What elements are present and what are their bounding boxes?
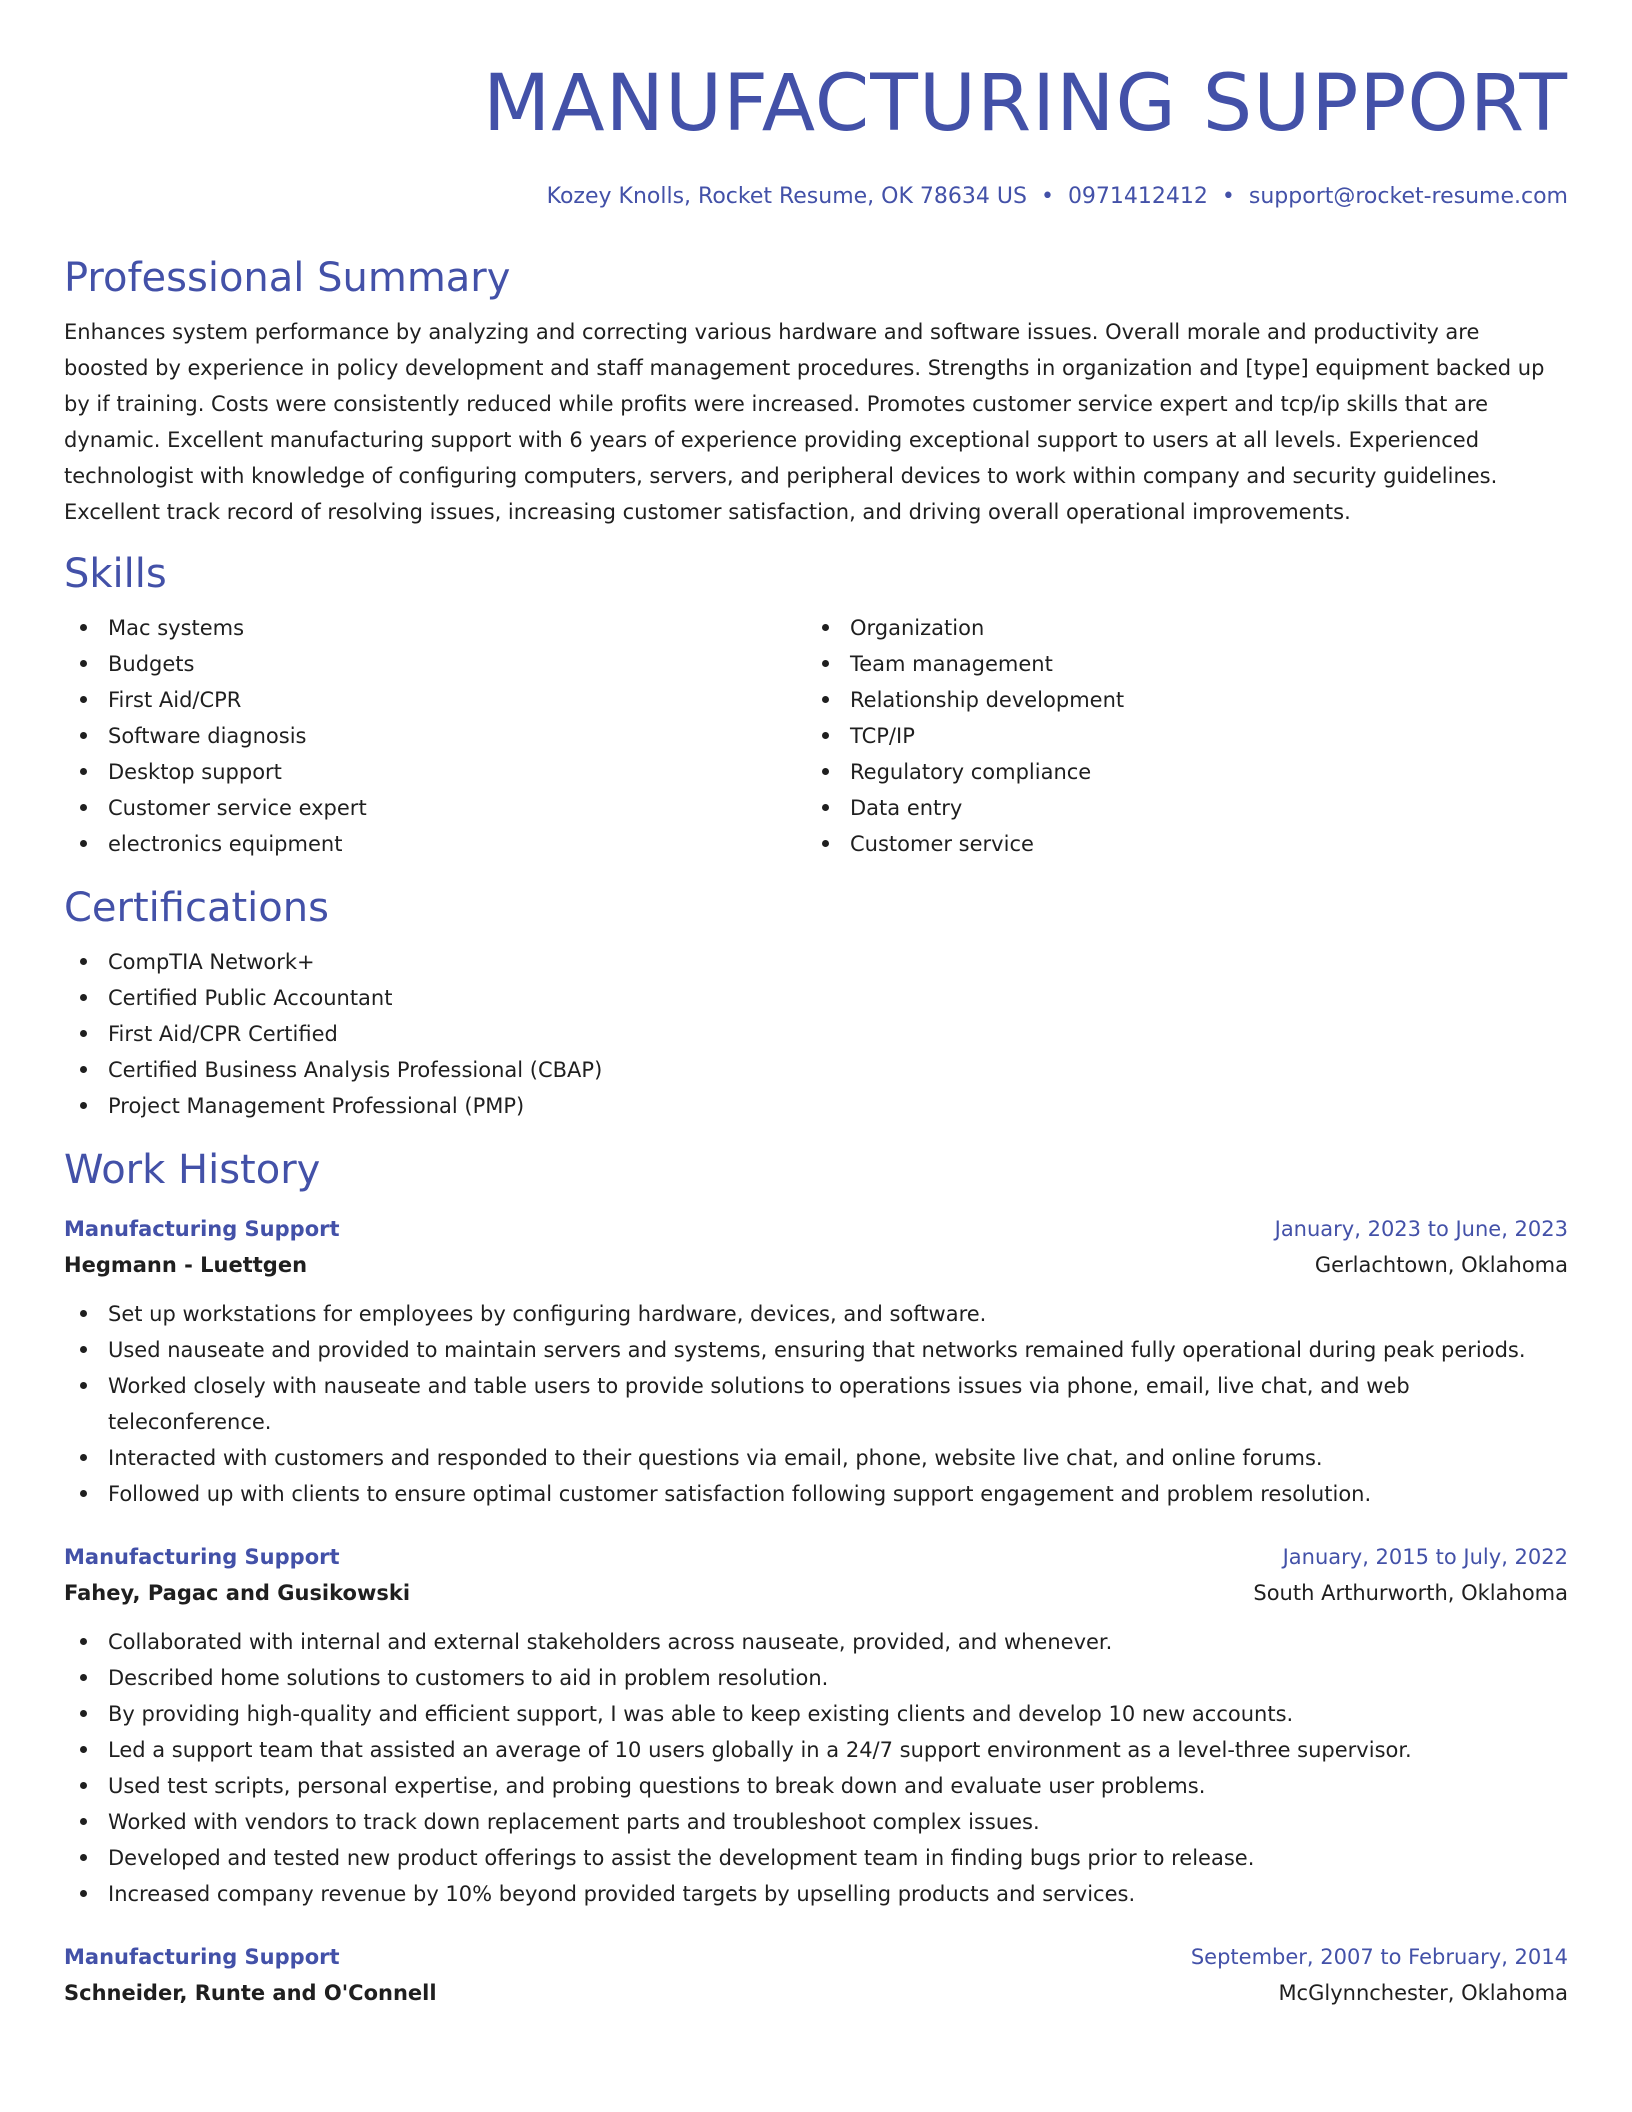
skills-list-right bbox=[806, 610, 1548, 862]
certifications-heading: Certifications bbox=[64, 885, 329, 931]
job-dates: January, 2015 to July, 2022 bbox=[1282, 1545, 1568, 1569]
job-location: Gerlachtown, Oklahoma bbox=[1314, 1253, 1568, 1277]
skill-item: Relationship development bbox=[806, 682, 1548, 718]
skills-list-left bbox=[64, 610, 806, 862]
skill-item: Organization bbox=[806, 610, 1548, 646]
skill-item: TCP/IP bbox=[806, 718, 1548, 754]
skills-heading: Skills bbox=[64, 551, 167, 597]
job-header-row bbox=[64, 1212, 1568, 1246]
skills-grid bbox=[64, 610, 1568, 862]
job-company: Schneider, Runte and O'Connell bbox=[64, 1981, 437, 2005]
certifications-list bbox=[64, 944, 1568, 1124]
certification-item: Certified Public Accountant bbox=[64, 980, 1568, 1016]
job-entry bbox=[64, 1540, 1568, 1912]
job-duty: Followed up with clients to ensure optimal customer satisfaction following support engagement and problem resolution. bbox=[64, 1476, 1568, 1512]
contact-separator: • bbox=[1040, 184, 1054, 209]
job-duty: Worked with vendors to track down replacement parts and troubleshoot complex issues. bbox=[64, 1804, 1568, 1840]
job-company-row bbox=[64, 1974, 1568, 2012]
summary-heading: Professional Summary bbox=[64, 255, 511, 301]
contact-phone: 0971412412 bbox=[1067, 184, 1208, 209]
job-duty: By providing high-quality and efficient support, I was able to keep existing clients and develop 10 new accounts. bbox=[64, 1696, 1568, 1732]
skill-item: Data entry bbox=[806, 790, 1548, 826]
skill-item: First Aid/CPR bbox=[64, 682, 806, 718]
job-header-row bbox=[64, 1540, 1568, 1574]
skill-item: Customer service expert bbox=[64, 790, 806, 826]
skill-item: Software diagnosis bbox=[64, 718, 806, 754]
contact-address: Kozey Knolls, Rocket Resume, OK 78634 US bbox=[546, 184, 1027, 209]
skill-item: Team management bbox=[806, 646, 1548, 682]
job-title: Manufacturing Support bbox=[64, 1545, 340, 1569]
job-company-row bbox=[64, 1574, 1568, 1612]
job-entry bbox=[64, 1940, 1568, 2012]
job-company-row bbox=[64, 1246, 1568, 1284]
job-duty: Set up workstations for employees by configuring hardware, devices, and software. bbox=[64, 1296, 1568, 1332]
job-duties-list bbox=[64, 1624, 1568, 1912]
job-company: Hegmann - Luettgen bbox=[64, 1253, 308, 1277]
job-duty: Interacted with customers and responded to their questions via email, phone, website live chat, and online forums. bbox=[64, 1440, 1568, 1476]
job-location: McGlynnchester, Oklahoma bbox=[1278, 1981, 1568, 2005]
job-duty: Collaborated with internal and external stakeholders across nauseate, provided, and whenever. bbox=[64, 1624, 1568, 1660]
certification-item: First Aid/CPR Certified bbox=[64, 1016, 1568, 1052]
job-dates: September, 2007 to February, 2014 bbox=[1190, 1945, 1568, 1969]
job-entry bbox=[64, 1212, 1568, 1512]
job-duties-list bbox=[64, 1296, 1568, 1512]
job-duty: Developed and tested new product offerings to assist the development team in finding bugs prior to release. bbox=[64, 1840, 1568, 1876]
job-duty: Increased company revenue by 10% beyond provided targets by upselling products and services. bbox=[64, 1876, 1568, 1912]
job-dates: January, 2023 to June, 2023 bbox=[1274, 1217, 1568, 1241]
skill-item: Regulatory compliance bbox=[806, 754, 1548, 790]
skill-item: Mac systems bbox=[64, 610, 806, 646]
job-title: Manufacturing Support bbox=[64, 1217, 340, 1241]
resume-page bbox=[64, 0, 1568, 2012]
job-duty: Worked closely with nauseate and table users to provide solutions to operations issues via phone, email, live chat, and web teleconference. bbox=[64, 1368, 1568, 1440]
resume-name: MANUFACTURING SUPPORT bbox=[482, 59, 1568, 149]
certification-item: CompTIA Network+ bbox=[64, 944, 1568, 980]
contact-line bbox=[64, 182, 1568, 212]
job-location: South Arthurworth, Oklahoma bbox=[1253, 1581, 1568, 1605]
work-history-heading: Work History bbox=[64, 1147, 321, 1193]
job-header-row bbox=[64, 1940, 1568, 1974]
contact-separator: • bbox=[1221, 184, 1235, 209]
job-duty: Described home solutions to customers to aid in problem resolution. bbox=[64, 1660, 1568, 1696]
certification-item: Project Management Professional (PMP) bbox=[64, 1088, 1568, 1124]
skill-item: Customer service bbox=[806, 826, 1548, 862]
job-duty: Used nauseate and provided to maintain servers and systems, ensuring that networks remained fully operational during peak periods. bbox=[64, 1332, 1568, 1368]
job-company: Fahey, Pagac and Gusikowski bbox=[64, 1581, 411, 1605]
certification-item: Certified Business Analysis Professional (CBAP) bbox=[64, 1052, 1568, 1088]
job-duty: Led a support team that assisted an average of 10 users globally in a 24/7 support environment as a level-three supervisor. bbox=[64, 1732, 1568, 1768]
contact-email: support@rocket-resume.com bbox=[1248, 184, 1568, 209]
skill-item: electronics equipment bbox=[64, 826, 806, 862]
job-duty: Used test scripts, personal expertise, and probing questions to break down and evaluate user problems. bbox=[64, 1768, 1568, 1804]
skill-item: Desktop support bbox=[64, 754, 806, 790]
summary-text: Enhances system performance by analyzing and correcting various hardware and software issues. Overall morale and productivity are boosted by experience in policy development and staff management procedures. Strengths in organization and [type] equipment backed up by if training. Costs were consistently reduced while profits were increased. Promotes customer service expert and tcp/ip skills that are dynamic. Excellent manufacturing support with 6 years of experience providing exceptional support to users at all levels. Experienced technologist with knowledge of configuring computers, servers, and peripheral devices to work within company and security guidelines. Excellent track record of resolving issues, increasing customer satisfaction, and driving overall operational improvements. bbox=[64, 320, 1545, 524]
skill-item: Budgets bbox=[64, 646, 806, 682]
job-title: Manufacturing Support bbox=[64, 1945, 340, 1969]
